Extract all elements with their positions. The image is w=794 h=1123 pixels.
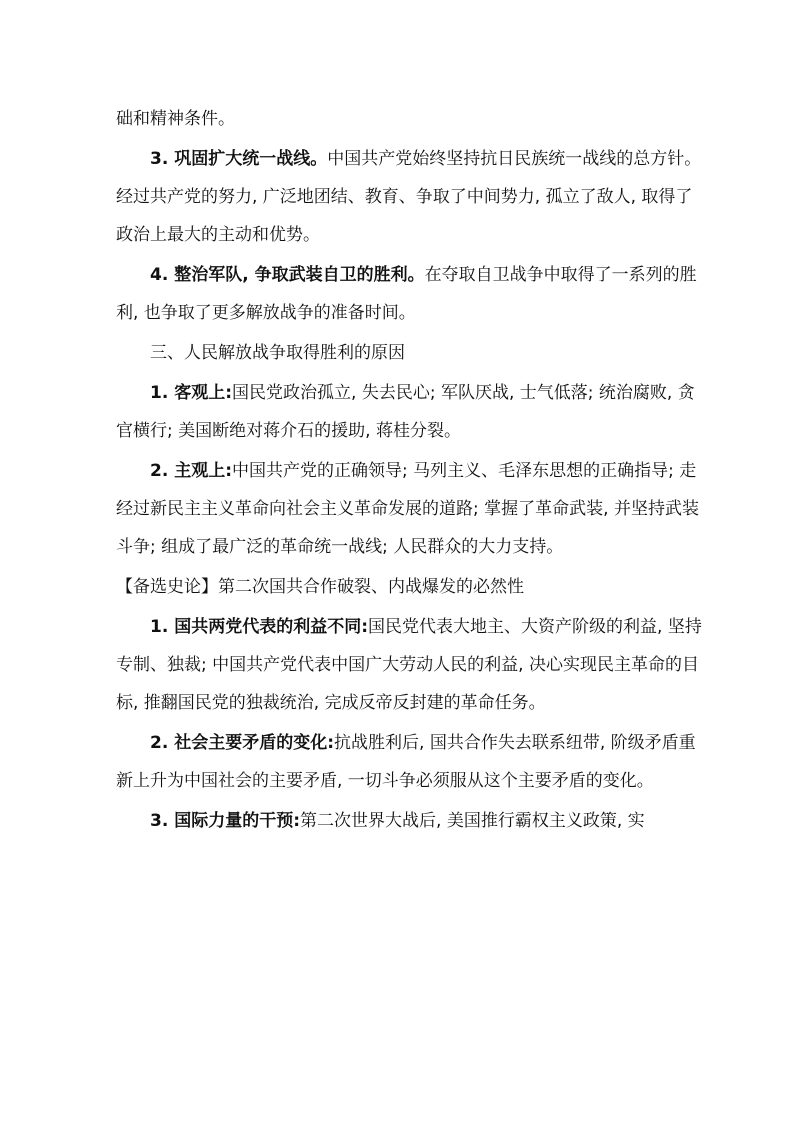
paragraph-3-heading: 4. 整治军队, 争取武装自卫的胜利。 <box>150 265 425 285</box>
paragraph-3-text: 在夺取自卫战争中取得了一系列的胜利, 也争取了更多解放战争的准备时间。 <box>116 265 697 323</box>
paragraph-3 <box>116 256 704 332</box>
paragraph-8 <box>116 608 704 722</box>
paragraph-6-heading: 2. 主观上: <box>150 461 233 481</box>
paragraph-8-text: 国民党代表大地主、大资产阶级的利益, 坚持专制、独裁; 中国共产党代表中国广大劳动人民的利益, 决心实现民主革命的目标, 推翻国民党的独裁统治, 完成反帝反封建的革命任务。 <box>116 617 702 713</box>
paragraph-7 <box>116 568 704 606</box>
paragraph-5 <box>116 374 704 450</box>
paragraph-9 <box>116 724 704 800</box>
paragraph-6 <box>116 452 704 566</box>
paragraph-2-text: 中国共产党始终坚持抗日民族统一战线的总方针。经过共产党的努力, 广泛地团结、教育、争取了中间势力, 孤立了敌人, 取得了政治上最大的主动和优势。 <box>116 149 702 245</box>
section-heading <box>116 334 704 372</box>
paragraph-9-text: 抗战胜利后, 国共合作失去联系纽带, 阶级矛盾重新上升为中国社会的主要矛盾, 一切斗争必须服从这个主要矛盾的变化。 <box>116 733 696 791</box>
paragraph-2-heading: 3. 巩固扩大统一战线。 <box>150 149 328 169</box>
paragraph-1 <box>116 100 704 138</box>
paragraph-5-heading: 1. 客观上: <box>150 383 233 403</box>
paragraph-2 <box>116 140 704 254</box>
paragraph-6-text: 中国共产党的正确领导; 马列主义、毛泽东思想的正确指导; 走经过新民主主义革命向社会主义革命发展的道路; 掌握了革命武装, 并坚持武装斗争; 组成了最广泛的革命统一战线; 人民群众的大力支持。 <box>116 461 699 557</box>
paragraph-10 <box>116 802 704 840</box>
paragraph-1-text: 础和精神条件。 <box>116 109 235 129</box>
paragraph-10-heading: 3. 国际力量的干预: <box>150 811 301 831</box>
paragraph-8-heading: 1. 国共两党代表的利益不同: <box>150 617 369 637</box>
paragraph-5-text: 国民党政治孤立, 失去民心; 军队厌战, 士气低落; 统治腐败, 贪官横行; 美国断绝对蒋介石的援助, 蒋桂分裂。 <box>116 383 695 441</box>
paragraph-7-tag: 【备选史论】 <box>116 577 218 597</box>
paragraph-9-heading: 2. 社会主要矛盾的变化: <box>150 733 335 753</box>
paragraph-10-text: 第二次世界大战后, 美国推行霸权主义政策, 实 <box>300 811 645 831</box>
paragraph-4-text: 三、人民解放战争取得胜利的原因 <box>150 343 405 363</box>
paragraph-7-text: 第二次国共合作破裂、内战爆发的必然性 <box>218 577 524 597</box>
